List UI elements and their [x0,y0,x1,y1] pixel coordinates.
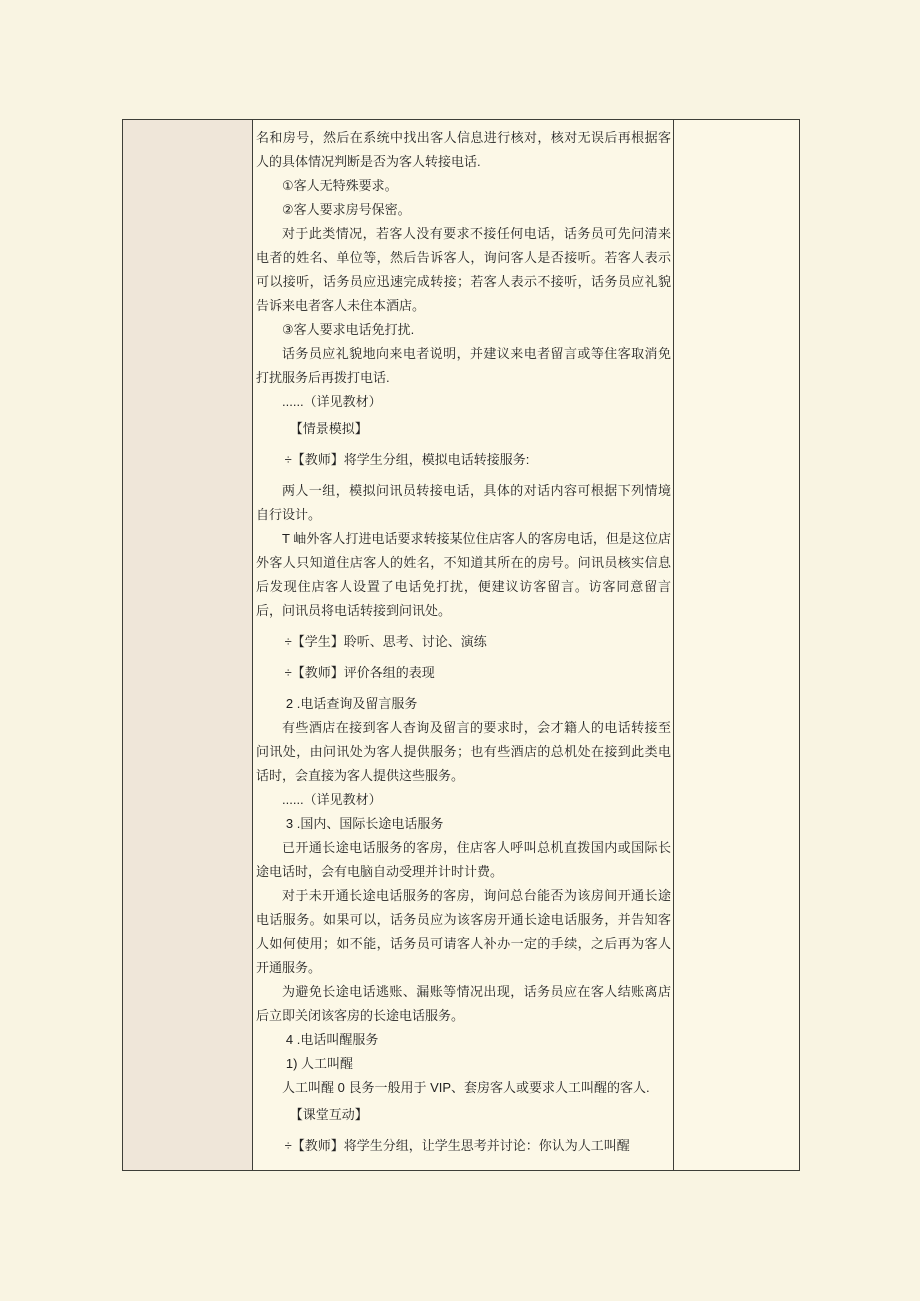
lesson-plan-table [122,119,800,1171]
numbered-heading: 3 .国内、国际长途电话服务 [285,816,444,831]
bracket-heading: 【情景模拟】 [289,421,368,436]
numbered-heading: 2 .电话查询及留言服务 [285,696,418,711]
bullet-paragraph: ÷【教师】评价各组的表现 [284,665,435,680]
bullet-paragraph: ÷【教师】将学生分组，让学生思考并讨论：你认为人工叫醒 [284,1138,630,1153]
numbered-heading: 1) 人工叫醒 [285,1056,354,1071]
body-paragraph: 人工叫醒 0 艮务一般用于 VIP、套房客人或要求人工叫醒的客人. [282,1080,650,1095]
bullet-paragraph: ÷【教师】将学生分组，模拟电话转接服务: [284,452,530,467]
bullet-paragraph: ÷【学生】聆听、思考、讨论、演练 [284,634,487,649]
body-paragraph: ......（详见教材） [282,394,382,409]
table-cell-right [674,120,800,1171]
body-paragraph: ③客人要求电话免打扰. [282,322,415,337]
numbered-heading: 4 .电话叫醒服务 [285,1032,379,1047]
bracket-heading: 【课堂互动】 [289,1107,368,1122]
body-paragraph: ......（详见教材） [282,792,382,807]
body-paragraph: 有些酒店在接到客人杳询及留言的要求时，会才籍人的电话转接至问讯处，由问讯处为客人提供服务；也有些酒店的总机处在接到此类电话时，会直接为客人提供这些服务。 [256,720,671,783]
body-paragraph: 已开通长途电话服务的客房，住店客人呼叫总机直拨国内或国际长途电话时，会有电脑自动受理并计时计费。 [256,840,671,879]
table-row [123,120,800,1171]
body-paragraph: 为避免长途电话逃账、漏账等情况出现，话务员应在客人结账离店后立即关闭该客房的长途电话服务。 [256,984,671,1023]
table-cell-left [123,120,253,1171]
body-paragraph: 两人一组，模拟问讯员转接电话，具体的对话内容可根据下列情境自行设计。 [256,483,671,522]
body-paragraph: 话务员应礼貌地向来电者说明，并建议来电者留言或等住客取消免打扰服务后再拨打电话. [256,346,671,385]
content-paragraphs [256,126,671,1170]
body-paragraph: 对于此类情况，若客人没有要求不接任何电话，话务员可先问清来电者的姓名、单位等，然后告诉客人，询问客人是否接听。若客人表示可以接听，话务员应迅速完成转接；若客人表示不接听，话务员应礼貌告诉来电者客人未住本酒店。 [256,226,671,313]
body-paragraph: ②客人要求房号保密。 [282,202,411,217]
continued-paragraph: 名和房号，然后在系统中找出客人信息进行核对，核对无误后再根据客人的具体情况判断是否为客人转接电话. [256,130,671,169]
body-paragraph: ①客人无特殊要求。 [282,178,398,193]
body-paragraph: T 岫外客人打进电话要求转接某位住店客人的客房电话，但是这位店外客人只知道住店客人的姓名，不知道其所在的房号。问讯员核实信息后发现住店客人设置了电话免打扰，便建议访客留言。访客同意留言后，问讯员将电话转接到问讯处。 [256,531,671,618]
table-cell-content [253,120,674,1171]
body-paragraph: 对于未开通长途电话服务的客房，询问总台能否为该房间开通长途电话服务。如果可以，话务员应为该客房开通长途电话服务，并告知客人如何使用；如不能，话务员可请客人补办一定的手续，之后再为客人开通服务。 [256,888,671,975]
